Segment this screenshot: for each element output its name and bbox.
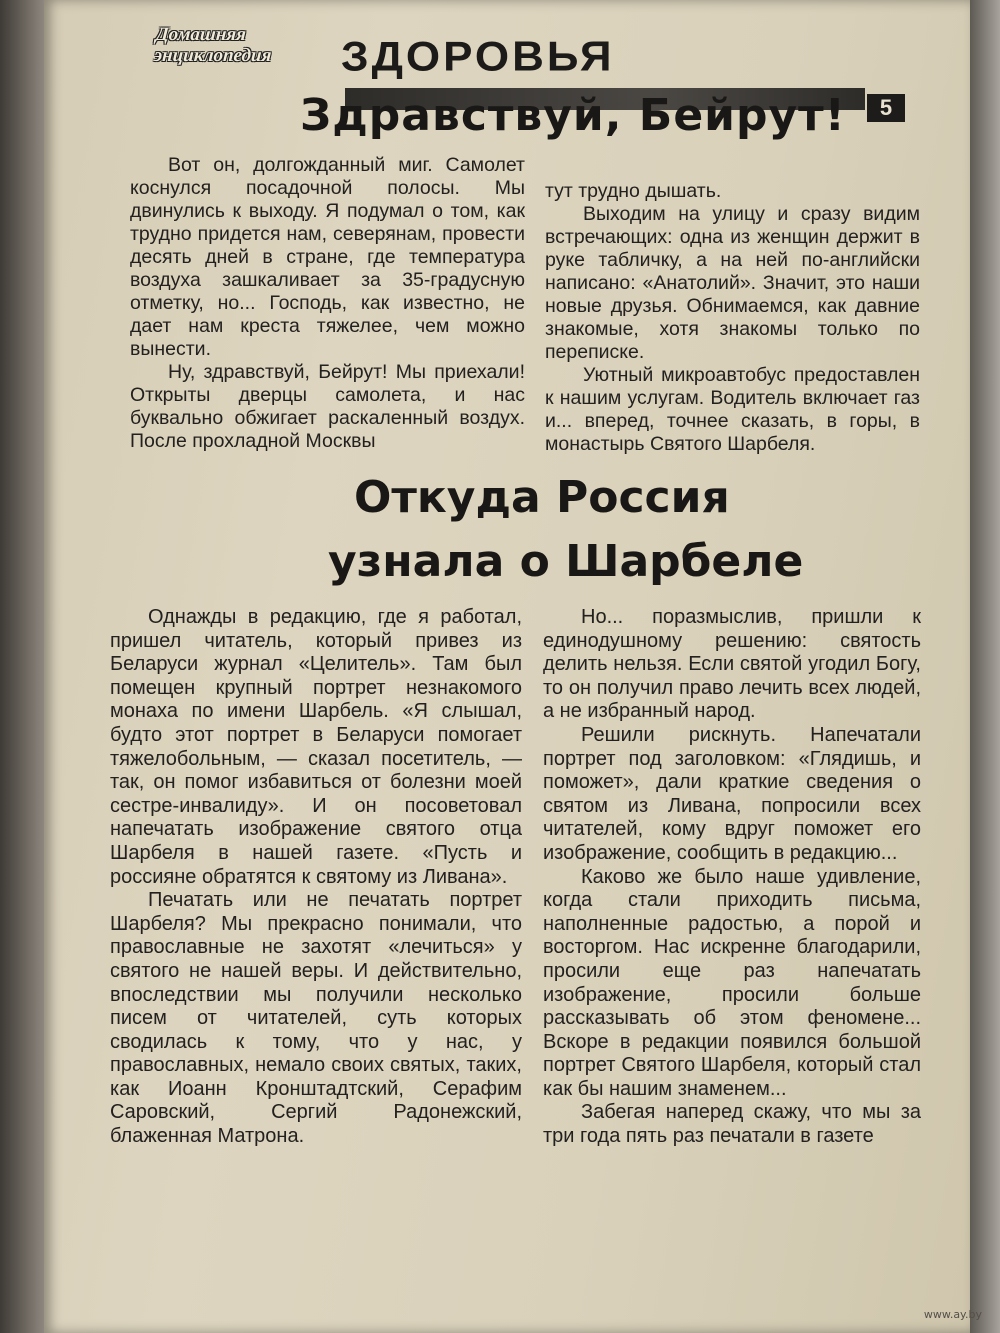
page-number: 5 (867, 94, 905, 122)
article2-column-1 (110, 606, 522, 1149)
article2-column-2 (543, 606, 921, 1149)
paragraph: Решили рискнуть. Напечатали портрет под заголовком: «Глядишь, и поможет», дали краткие сведения о святом из Ливана, попросили всех читателей, кому вдруг поможет его изображение, сообщить в редакцию... (543, 723, 921, 864)
article-title-russia-line-1: Откуда Россия (354, 472, 730, 523)
paragraph: Забегая наперед скажу, что мы за три года пять раз печатали в газете (543, 1101, 921, 1148)
magazine-title: ЗДОРОВЬЯ (341, 33, 615, 80)
paragraph: Выходим на улицу и сразу видим встречающих: одна из женщин держит в руке табличку, а на ней по-английски написано: «Анатолий». Значит, это наши новые друзья. Обнимаемся, как давние знакомые, хотя знакомы только по переписке. (545, 203, 920, 363)
paragraph: Ну, здравствуй, Бейрут! Мы приехали! Открыты дверцы самолета, и нас буквально обжигает раскаленный воздух. После прохладной Москвы (130, 361, 525, 452)
binding-shadow (0, 0, 44, 1333)
watermark: www.ay.by (923, 1308, 982, 1321)
article1-column-1 (130, 154, 525, 453)
series-line-1: Домашняя (155, 24, 247, 45)
paragraph: Вот он, долгожданный миг. Самолет коснулся посадочной полосы. Мы двинулись к выходу. Я подумал о том, как трудно придется нам, северянам, провести десять дней в стране, где температура воздуха зашкаливает за 35-градусную отметку, но... Господь, как известно, не дает нам креста тяжелее, чем можно вынести. (130, 154, 525, 360)
paragraph: Но... поразмыслив, пришли к единодушному решению: святость делить нельзя. Если святой угодил Богу, то он получил право лечить всех людей, а не избранный народ. (543, 606, 921, 723)
paragraph: тут трудно дышать. (545, 180, 722, 202)
article1-column-2 (545, 180, 920, 456)
paragraph: Печатать или не печатать портрет Шарбеля? Мы прекрасно понимали, что православные не захотят «лечиться» у святого не нашей веры. И действительно, впоследствии мы получили несколько писем от читателей, суть которых сводилась к тому, что у нас, у православных, немало своих святых, таких, как Иоанн Кронштадтский, Серафим Саровский, Сергий Радонежский, блаженная Матрона. (110, 889, 522, 1148)
paragraph: Однажды в редакцию, где я работал, пришел читатель, который привез из Беларуси журнал «Целитель». Там был помещен крупный портрет незнакомого монаха по имени Шарбель. «Я слышал, будто этот портрет в Беларуси помогает тяжелобольным, — сказал посетитель, — так, он помог избавиться от болезни моей сестре-инвалиду». И он посоветовал напечатать изображение святого отца Шарбеля в нашей газете. «Пусть и россияне обратятся к святому из Ливана». (110, 606, 522, 888)
series-line-2: энциклопедия (153, 45, 273, 66)
paragraph: Каково же было наше удивление, когда стали приходить письма, наполненные радостью, а порой и восторгом. Нас искренне благодарили, просили еще раз напечатать изображение, просили больше рассказывать об этом феномене... Вскоре в редакции появился большой портрет Святого Шарбеля, который стал как бы нашим знаменем... (543, 865, 921, 1100)
page-edge (970, 0, 1000, 1333)
series-title (154, 24, 337, 66)
paragraph: Уютный микроавтобус предоставлен к нашим услугам. Водитель включает газ и... вперед, точнее сказать, в горы, в монастырь Святого Шарбеля. (545, 364, 920, 455)
article-title-beirut: Здравствуй, Бейрут! (300, 90, 846, 141)
article-title-russia-line-2: узнала о Шарбеле (328, 536, 804, 587)
